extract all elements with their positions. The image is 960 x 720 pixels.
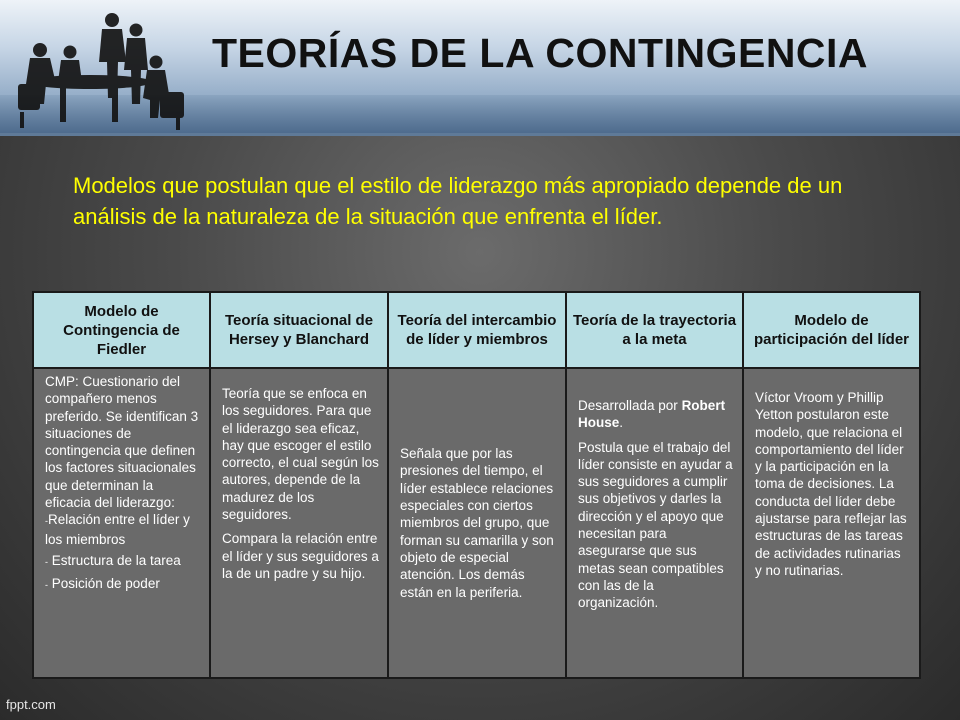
cell-hersey-blanchard <box>210 368 388 678</box>
slide-title: TEORÍAS DE LA CONTINGENCIA <box>211 30 869 76</box>
header-fiedler: Modelo de Contingencia de Fiedler <box>33 292 210 368</box>
bullet-dash: - <box>45 556 48 567</box>
author-suffix: . <box>619 415 624 431</box>
header-hersey-blanchard: Teoría situacional de Hersey y Blanchard <box>210 292 388 368</box>
fiedler-factor-2 <box>45 552 201 571</box>
path-goal-description: Postula que el trabajo del líder consiste en ayudar a sus seguidores a cumplir sus objetivos y darles la dirección y el apoyo que necesitan para asegurarse que sus metas sean compatibles con las de la organización. <box>578 439 733 611</box>
fiedler-description: CMP: Cuestionario del compañero menos preferido. Se identifican 3 situaciones de contingencia que definen los factores situacionales que determinan la eficacia del liderazgo: <box>45 374 199 511</box>
hersey-paragraph-1: Teoría que se enfoca en los seguidores. Para que el liderazgo sea eficaz, hay que escoger el estilo correcto, el cual según los autores, depende de la madurez de los seguidores. <box>222 386 379 523</box>
contingency-models-table <box>32 291 921 679</box>
fiedler-factor-1 <box>45 511 201 548</box>
header-path-goal: Teoría de la trayectoria a la meta <box>566 292 743 368</box>
table-header-row <box>33 292 920 368</box>
slide-header <box>0 0 960 136</box>
bullet-dash: - <box>45 516 48 527</box>
cell-leader-participation <box>743 368 920 678</box>
table-row <box>33 368 920 678</box>
factor-text: Relación entre el líder y los miembros <box>45 512 190 547</box>
intro-text: Modelos que postulan que el estilo de liderazgo más apropiado depende de un análisis de la naturaleza de la situación que enfrenta el líder. <box>73 173 843 229</box>
author-prefix: Desarrollada por <box>578 398 682 413</box>
header-leader-member-exchange: Teoría del intercambio de líder y miembros <box>388 292 566 368</box>
path-goal-author-line <box>578 397 734 432</box>
bullet-dash: - <box>45 580 48 591</box>
author-name: Robert House <box>578 398 726 431</box>
lmx-description: Señala que por las presiones del tiempo, el líder establece relaciones especiales con ciertos miembros del grupo, que forman su camarilla y son objeto de especial atención. Los demás están en la periferia. <box>400 446 554 600</box>
fiedler-factor-3 <box>45 575 201 594</box>
factor-text: Estructura de la tarea <box>48 552 181 568</box>
factor-text: Posición de poder <box>48 576 160 592</box>
participation-description: Víctor Vroom y Phillip Yetton postularon este modelo, que relaciona el comportamiento del líder y la participación en la toma de decisiones. La conducta del líder debe ajustarse para reflejar las estructuras de las tareas de actividades rutinarias y no rutinarias. <box>755 390 907 578</box>
cell-path-goal <box>566 368 743 678</box>
footer-brand: fppt.com <box>6 697 56 712</box>
cell-leader-member-exchange <box>388 368 566 678</box>
cell-fiedler <box>33 368 210 678</box>
hersey-paragraph-2: Compara la relación entre el líder y sus seguidores a la de un padre y su hijo. <box>222 531 379 581</box>
header-leader-participation: Modelo de participación del líder <box>743 292 920 368</box>
